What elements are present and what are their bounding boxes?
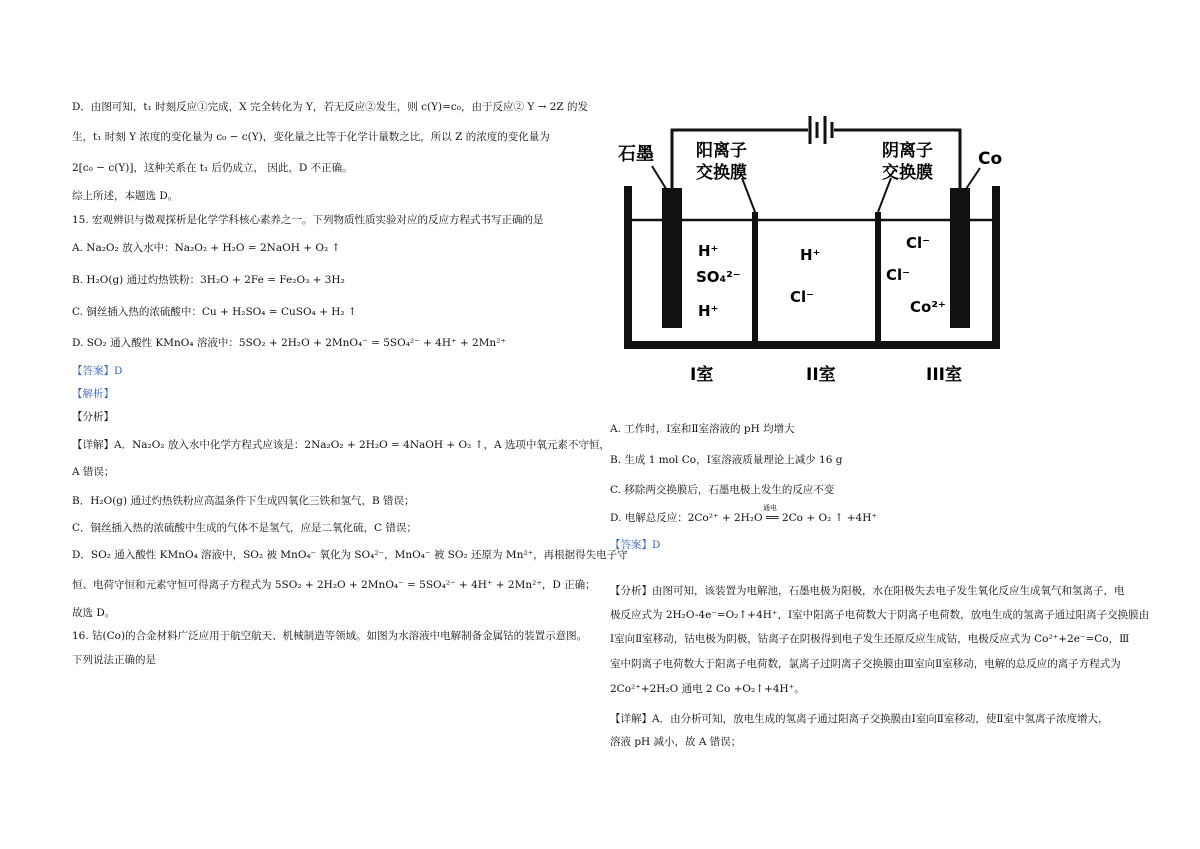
- q15-detail-d1: D．SO₂ 通入酸性 KMnO₄ 溶液中，SO₂ 被 MnO₄⁻ 氧化为 SO₄²⁻，MnO₄⁻ 被 SO₂ 还原为 Mn²⁺，再根据得失电子守: [72, 549, 628, 561]
- cation-pointer: [742, 178, 755, 212]
- q15-option-d: D. SO₂ 通入酸性 KMnO₄ 溶液中：5SO₂ + 2H₂O + 2MnO₄⁻ = 5SO₄²⁻ + 4H⁺ + 2Mn²⁺: [72, 337, 506, 349]
- room1-ion-h-bottom: H⁺: [698, 302, 719, 320]
- q16-option-b: B. 生成 1 mol Co，Ⅰ室溶液质量理论上减少 16 g: [610, 454, 843, 466]
- cobalt-electrode: [950, 188, 970, 328]
- q16-option-d-text: D. 电解总反应：2Co²⁺ + 2H₂O ══ 2Co + O₂ ↑ +4H⁺: [610, 512, 877, 524]
- q15-fenxi-tag: 【分析】: [72, 411, 114, 423]
- room3-ion-co: Co²⁺: [910, 298, 946, 316]
- q15-option-a: A. Na₂O₂ 放入水中：Na₂O₂ + H₂O = 2NaOH + O₂ ↑: [72, 242, 341, 254]
- q15-analysis-tag: 【解析】: [72, 388, 114, 400]
- room2-ion-cl: Cl⁻: [790, 288, 815, 306]
- q16-fenxi-line1: 【分析】由图可知，该装置为电解池，石墨电极为阳极，水在阳极失去电子发生氧化反应生成氧气和氢离子，电: [610, 585, 1125, 597]
- q15-detail-b: B．H₂O(g) 通过灼热铁粉应高温条件下生成四氧化三铁和氢气，B 错误；: [72, 495, 415, 507]
- q16-detail-line1: 【详解】A．由分析可知，放电生成的氢离子通过阳离子交换膜由Ⅰ室向Ⅱ室移动，使Ⅱ室中氢离子浓度增大，: [610, 713, 1109, 725]
- summary-line: 综上所述，本题选 D。: [72, 190, 179, 202]
- q15-detail-a1: 【详解】A．Na₂O₂ 放入水中化学方程式应该是：2Na₂O₂ + 2H₂O = 4NaOH + O₂ ↑，A 选项中氧元素不守恒，: [72, 439, 610, 451]
- electrolysis-svg: [612, 100, 1012, 390]
- q16-stem-line2: 下列说法正确的是: [72, 654, 156, 666]
- option-d-analysis-line3: 2[c₀ − c(Y)]，这种关系在 t₁ 后仍成立， 因此，D 不正确。: [72, 162, 353, 174]
- room1-ion-h-top: H⁺: [698, 242, 719, 260]
- q15-detail-d2: 恒、电荷守恒和元素守恒可得离子方程式为 5SO₂ + 2H₂O + 2MnO₄⁻ = 5SO₄²⁻ + 4H⁺ + 2Mn²⁺，D 正确；: [72, 579, 596, 591]
- anion-pointer: [878, 178, 891, 212]
- anion-membrane-label-2: 交换膜: [882, 163, 933, 183]
- graphite-pointer: [652, 166, 668, 192]
- electrolysis-diagram: [612, 100, 1012, 390]
- anion-membrane-label-1: 阴离子: [882, 141, 933, 161]
- q16-option-c: C. 移除两交换膜后，石墨电极上发生的反应不变: [610, 484, 835, 496]
- cation-membrane-label-2: 交换膜: [696, 163, 747, 183]
- graphite-label: 石墨: [618, 144, 654, 165]
- q15-option-b: B. H₂O(g) 通过灼热铁粉：3H₂O + 2Fe = Fe₂O₃ + 3H₂: [72, 274, 345, 286]
- q16-detail-line2: 溶液 pH 减小，故 A 错误；: [610, 736, 742, 748]
- q16-answer: 【答案】D: [610, 539, 661, 551]
- q16-fenxi-line4: 室中阴离子电荷数大于阳离子电荷数，氯离子过阴离子交换膜由Ⅲ室向Ⅱ室移动，电解的总反应的离子方程式为: [610, 658, 1121, 670]
- tank-outline: [628, 186, 996, 345]
- option-d-analysis-line1: D．由图可知，t₁ 时刻反应①完成，X 完全转化为 Y，若无反应②发生，则 c(Y)=c₀，由于反应② Y → 2Z 的发: [72, 101, 589, 113]
- q15-answer: 【答案】D: [72, 365, 123, 377]
- co-pointer: [964, 168, 980, 192]
- cation-membrane-label-1: 阳离子: [696, 141, 747, 161]
- q15-detail-c: C．铜丝插入热的浓硫酸中生成的气体不是氢气，应是二氧化硫，C 错误；: [72, 522, 417, 534]
- q15-conclusion: 故选 D。: [72, 607, 116, 619]
- room1-label: I室: [690, 365, 714, 385]
- room1-ion-so4: SO₄²⁻: [696, 268, 741, 286]
- room2-label: II室: [806, 365, 836, 385]
- q16-fenxi-line2: 极反应式为 2H₂O-4e⁻=O₂↑+4H⁺，Ⅰ室中阳离子电荷数大于阴离子电荷数，放电生成的氢离子通过阳离子交换膜由: [610, 609, 1150, 621]
- option-d-analysis-line2: 生，t₁ 时刻 Y 浓度的变化量为 c₀ − c(Y)，变化量之比等于化学计量数之比，所以 Z 的浓度的变化量为: [72, 131, 550, 143]
- q15-option-c: C. 铜丝插入热的浓硫酸中：Cu + H₂SO₄ = CuSO₄ + H₂ ↑: [72, 306, 357, 318]
- q16-option-d-condition: 通电: [763, 504, 777, 512]
- q15-detail-a2: A 错误；: [72, 466, 115, 478]
- q16-fenxi-line3: Ⅰ室向Ⅱ室移动，钴电极为阴极，钴离子在阴极得到电子发生还原反应生成钴，电极反应式为 Co²⁺+2e⁻=Co，Ⅲ: [610, 633, 1130, 645]
- room3-ion-cl-mid: Cl⁻: [886, 266, 911, 284]
- co-label: Co: [978, 149, 1003, 169]
- q16-option-a: A. 工作时，Ⅰ室和Ⅱ室溶液的 pH 均增大: [610, 423, 795, 435]
- q16-stem-line1: 16. 钴(Co)的合金材料广泛应用于航空航天、机械制造等领域。如图为水溶液中电解制备金属钴的装置示意图。: [72, 630, 588, 642]
- room2-ion-h: H⁺: [800, 246, 821, 264]
- q16-option-d: [610, 511, 877, 525]
- room3-label: III室: [926, 365, 962, 385]
- q15-stem: 15. 宏观辨识与微观探析是化学学科核心素养之一。下列物质性质实验对应的反应方程式书写正确的是: [72, 214, 544, 226]
- graphite-electrode: [662, 188, 682, 328]
- q16-fenxi-line5: 2Co²⁺+2H₂O 通电 2 Co +O₂↑+4H⁺。: [610, 683, 805, 695]
- room3-ion-cl-top: Cl⁻: [906, 234, 931, 252]
